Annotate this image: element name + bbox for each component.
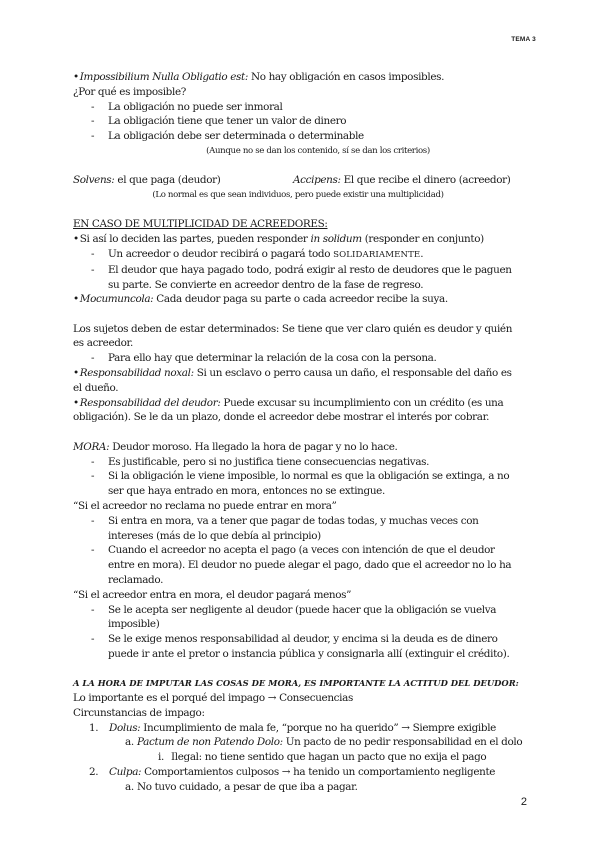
ilegal-text: Ilegal: no tiene sentido que hagan un pacto que no exija el pago xyxy=(171,751,487,764)
list-letter: a. xyxy=(125,736,134,749)
solvens-accipens-row xyxy=(73,173,523,188)
debtor-responsibility-text: Puede excusar su incumplimiento con un crédito (es una obligación). Se le da un plazo, donde el acreedor debe mostrar el interés por cobrar. xyxy=(73,396,504,424)
accipens-text: El que recibe el dinero (acreedor) xyxy=(340,174,511,187)
in-solidum-text-a: Si así lo deciden las partes, pueden responder xyxy=(79,233,311,246)
important-line: Lo importante es el porqué del impago → Consecuencias xyxy=(73,691,353,704)
list-item-text: . xyxy=(420,247,424,260)
solidarity-list xyxy=(73,247,523,292)
culpa-label: Culpa: xyxy=(109,765,142,778)
creditor-quote-2: “Si el acreedor entra en mora, el deudor pagará menos” xyxy=(73,588,352,601)
list-item: - Para ello hay que determinar la relación de la cosa con la persona. xyxy=(73,351,523,366)
in-solidum-italic: in solidum xyxy=(310,233,362,246)
subjects-list xyxy=(73,351,523,366)
culpa-a-text: No tuvo cuidado, a pesar de que iba a pagar. xyxy=(137,780,358,793)
impossibilium-text: No hay obligación en casos imposibles. xyxy=(248,71,445,83)
circumstances-list xyxy=(73,721,523,795)
list-item xyxy=(73,247,523,263)
mora-label: MORA: xyxy=(73,440,110,453)
creditor-list-1 xyxy=(73,514,523,588)
in-solidum-line xyxy=(73,232,523,247)
list-item: - Cuando el acreedor no acepta el pago (a veces con intención de que el deudor entre en mora). El deudor no puede alegar el pago, dado que el acreedor no lo ha reclamado. xyxy=(73,543,523,587)
noxal-label: Responsabilidad noxal: xyxy=(79,367,194,380)
impossible-reasons-list xyxy=(73,100,523,144)
solvens-definition xyxy=(73,173,293,188)
list-item xyxy=(73,721,523,736)
accipens-label: Accipens: xyxy=(293,174,341,187)
mora-text: Deudor moroso. Ha llegado la hora de pagar y no lo hace. xyxy=(109,440,398,453)
multiplicity-heading: EN CASO DE MULTIPLICIDAD DE ACREEDORES: xyxy=(73,218,328,231)
document-body xyxy=(73,70,523,795)
list-roman: i. xyxy=(158,751,164,764)
creditor-list-2 xyxy=(73,603,523,662)
pactum-label: Pactum de non Patendo Dolo: xyxy=(137,736,283,749)
solidariamente-text: SOLIDARIAMENTE xyxy=(333,249,421,260)
mora-list xyxy=(73,455,523,499)
list-number: 2. xyxy=(89,765,99,778)
list-item: - Si la obligación le viene imposible, lo normal es que la obligación se extinga, a no ser que haya entrado en mora, entonces no se extingue. xyxy=(73,469,523,499)
header-tag: TEMA 3 xyxy=(511,36,536,43)
list-item: - Es justificable, pero si no justifica tiene consecuencias negativas. xyxy=(73,455,523,470)
mocumuncola-text: Cada deudor paga su parte o cada acreedor recibe la suya. xyxy=(153,293,448,306)
impossibilium-line xyxy=(73,70,523,85)
culpa-text: Comportamientos culposos → ha tenido un comportamiento negligente xyxy=(141,765,496,778)
list-item: - Se le acepta ser negligente al deudor (puede hacer que la obligación se vuelva imposible) xyxy=(73,603,523,633)
list-number: 1. xyxy=(89,721,99,734)
criteria-note: (Aunque no se dan los contenido, sí se dan los criterios) xyxy=(206,145,430,156)
solvens-text: el que paga (deudor) xyxy=(114,174,221,187)
accipens-definition xyxy=(293,173,510,188)
noxal-line xyxy=(73,366,523,396)
debtor-responsibility-label: Responsabilidad del deudor: xyxy=(79,396,221,409)
dolus-label: Dolus: xyxy=(109,721,141,734)
list-item: - El deudor que haya pagado todo, podrá exigir al resto de deudores que le paguen su parte. Se convierte en acreedor dentro de la fase de regreso. xyxy=(73,263,523,293)
mocumuncola-label: Mocumuncola: xyxy=(79,293,154,306)
impossible-question: ¿Por qué es imposible? xyxy=(73,85,186,98)
list-item-text: Un acreedor o deudor recibirá o pagará todo xyxy=(108,247,334,260)
mocumuncola-line xyxy=(73,292,523,307)
list-item: - La obligación tiene que tener un valor de dinero xyxy=(73,114,523,129)
list-letter: a. xyxy=(125,780,134,793)
multiplicity-note: (Lo normal es que sean individuos, pero puede existir una multiplicidad) xyxy=(152,190,444,201)
dolus-text: Incumplimiento de mala fe, “porque no ha querido” → Siempre exigible xyxy=(140,721,496,734)
debtor-responsibility-line xyxy=(73,396,523,426)
mora-line xyxy=(73,440,523,455)
pactum-text: Un pacto de no pedir responsabilidad en el dolo xyxy=(282,736,523,749)
noxal-text: Si un esclavo o perro causa un daño, el responsable del daño es el dueño. xyxy=(73,367,512,394)
list-item xyxy=(73,735,523,750)
imputation-heading: A LA HORA DE IMPUTAR LAS COSAS DE MORA, ES IMPORTANTE LA ACTITUD DEL DEUDOR: xyxy=(73,678,519,689)
in-solidum-text-b: (responder en conjunto) xyxy=(361,233,484,246)
list-item xyxy=(73,765,523,780)
circumstances-line: Circunstancias de impago: xyxy=(73,706,205,719)
list-item: - Si entra en mora, va a tener que pagar de todas todas, y muchas veces con intereses (más de lo que debía al principio) xyxy=(73,514,523,544)
impossibilium-label: Impossibilium Nulla Obligatio est: xyxy=(79,71,249,83)
list-item: - Se le exige menos responsabilidad al deudor, y encima si la deuda es de dinero puede ir ante el pretor o instancia pública y consignarla allí (extinguir el crédito). xyxy=(73,632,523,662)
page-number: 2 xyxy=(520,796,527,808)
list-item: - La obligación debe ser determinada o determinable xyxy=(73,129,523,144)
list-item xyxy=(73,750,523,765)
subjects-paragraph: Los sujetos deben de estar determinados: Se tiene que ver claro quién es deudor y quién es acreedor. xyxy=(73,322,513,350)
list-item xyxy=(73,780,523,795)
creditor-quote-1: “Si el acreedor no reclama no puede entrar en mora” xyxy=(73,499,337,512)
solvens-label: Solvens: xyxy=(73,174,115,187)
list-item: - La obligación no puede ser inmoral xyxy=(73,100,523,115)
